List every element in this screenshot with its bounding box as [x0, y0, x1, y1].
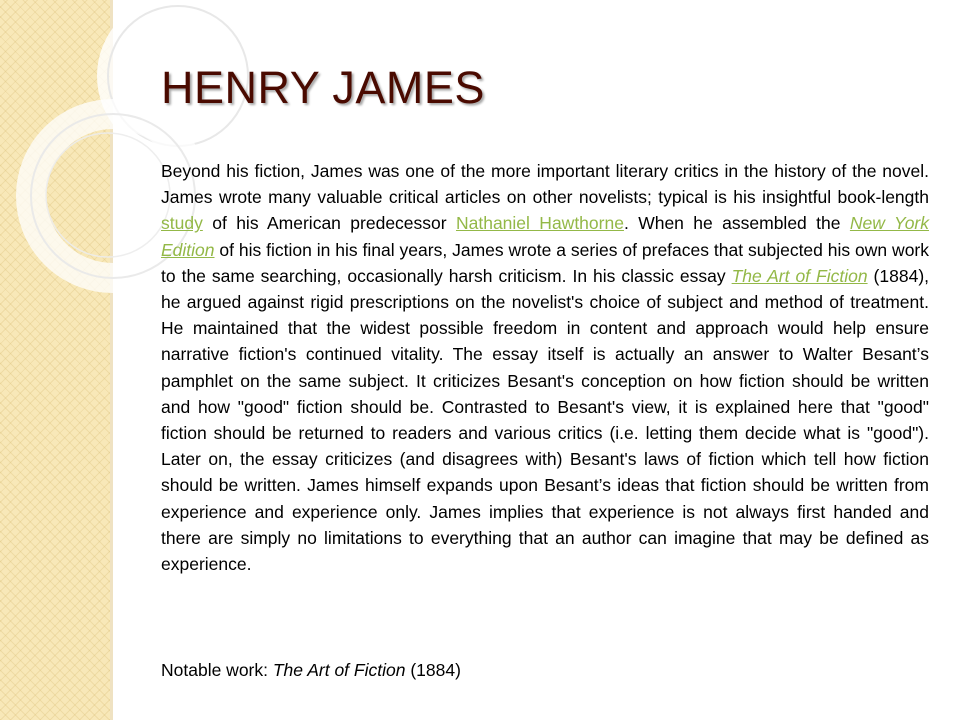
decorative-ring-inner [46, 133, 170, 257]
paragraph-text-3: . When he assembled the [623, 213, 850, 234]
study-link[interactable]: study [161, 213, 203, 234]
nathaniel-hawthorne-link[interactable]: Nathaniel Hawthorne [455, 213, 624, 234]
notable-work-line [161, 657, 461, 683]
the-art-of-fiction-link[interactable]: The Art of Fiction [731, 265, 868, 286]
notable-work-label: Notable work: [161, 660, 273, 680]
new-york-edition-link[interactable]: New York Edition [161, 213, 930, 260]
notable-work-year: (1884) [405, 660, 461, 680]
paragraph-text-2: of his American predecessor [202, 213, 456, 234]
paragraph-text-1: Beyond his fiction, James was one of the more important literary critics in the history of the novel. James wrote many valuable critical articles on other novelists; typical is his insightful book-length [161, 161, 929, 208]
paragraph-text-4: of his fiction in his final years, James wrote a series of prefaces that subjected his own work to the same searching, occasionally harsh criticism. In his classic essay [161, 239, 929, 286]
slide-title: HENRY JAMES [161, 62, 485, 113]
body-paragraph [161, 158, 929, 577]
paragraph-text-5: (1884), he argued against rigid prescriptions on the novelist's choice of subject and method of treatment. He maintained that the widest possible freedom in content and approach would help ensure narrative fiction's continued vitality. The essay itself is actually an answer to Walter Besant’s pamphlet on the same subject. It criticizes Besant's conception on how fiction should be written and how "good" fiction should be. Contrasted to Besant's view, it is explained here that "good" fiction should be returned to readers and various critics (i.e. letting them decide what is "good"). Later on, the essay criticizes (and disagrees with) Besant's laws of fiction which tell how fiction should be written. James himself expands upon Besant’s ideas that fiction should be written from experience and experience only. James implies that experience is not always first handed and there are simply no limitations to everything that an author can imagine that may be defined as experience. [161, 265, 930, 575]
notable-work-title: The Art of Fiction [272, 660, 406, 680]
